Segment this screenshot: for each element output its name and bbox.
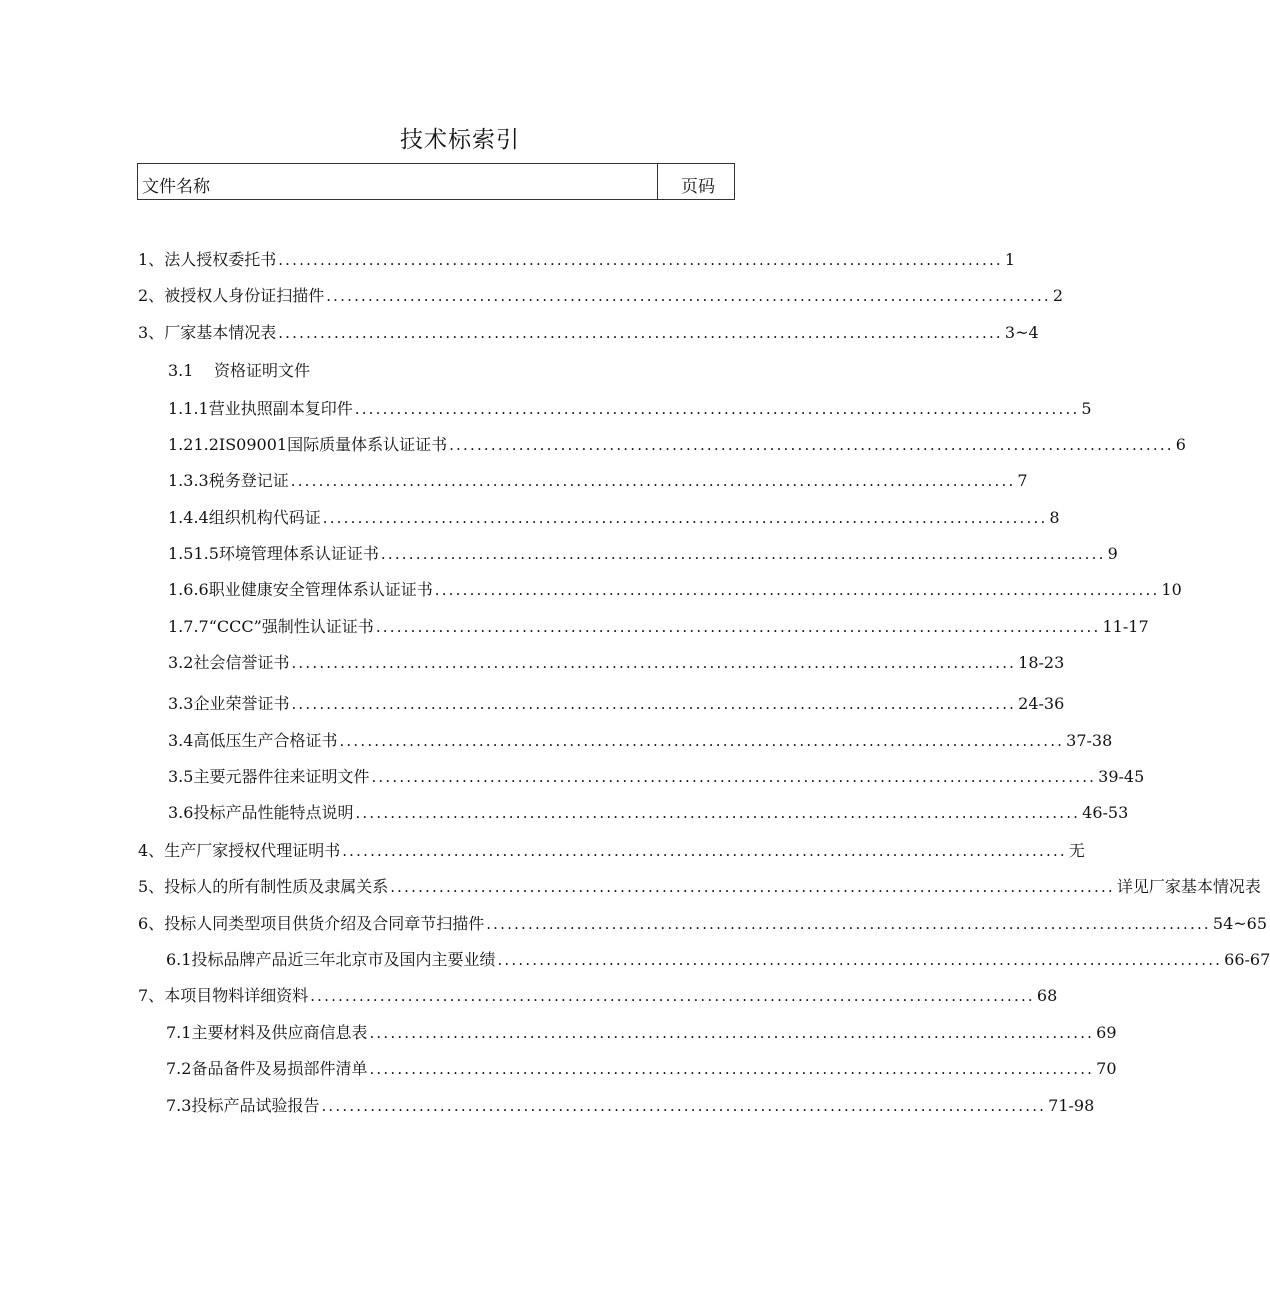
toc-number: 5、	[138, 877, 165, 896]
toc-leader: ........................................................................................................	[326, 287, 1051, 305]
toc-label: 被授权人身份证扫描件	[164, 286, 325, 305]
toc-label: .6职业健康安全管理体系认证证书	[193, 580, 433, 599]
toc-label: .4组织机构代码证	[193, 508, 321, 527]
toc-number: 1.5	[168, 544, 194, 563]
toc-label: 投标人的所有制性质及隶属关系	[164, 877, 389, 896]
toc-page: 详见厂家基本情况表	[1116, 877, 1261, 896]
toc-entry-3-2[interactable]	[168, 650, 1065, 672]
toc-number: 4、	[138, 841, 165, 860]
toc-label: 企业荣誉证书	[193, 694, 290, 713]
toc-page: 9	[1107, 544, 1118, 563]
toc-number: 3.5	[168, 767, 194, 786]
toc-number: 1、	[138, 250, 165, 269]
toc-number: 1.7	[168, 617, 194, 636]
toc-entry-7[interactable]	[138, 983, 1058, 1005]
toc-leader: ........................................................................................................	[291, 695, 1017, 713]
toc-number: 1.3	[168, 471, 194, 490]
toc-label: 厂家基本情况表	[164, 323, 277, 342]
toc-leader: ........................................................................................................	[375, 618, 1101, 636]
toc-number: 7、	[138, 986, 165, 1005]
toc-leader: ........................................................................................................	[390, 878, 1115, 896]
toc-label: 生产厂家授权代理证明书	[164, 841, 341, 860]
toc-entry-1-5[interactable]	[168, 541, 1118, 563]
toc-leader: ........................................................................................................	[291, 654, 1017, 672]
toc-number: 1.4	[168, 508, 194, 527]
toc-number: 3.3	[168, 694, 194, 713]
toc-number: 3.4	[168, 731, 194, 750]
toc-label: 社会信誉证书	[193, 653, 290, 672]
toc-leader: ........................................................................................................	[434, 581, 1160, 599]
toc-leader: ........................................................................................................	[339, 732, 1065, 750]
toc-page: 24-36	[1018, 694, 1065, 713]
toc-entry-1-6[interactable]	[168, 577, 1182, 599]
toc-number: 1.6	[168, 580, 194, 599]
toc-leader: ........................................................................................................	[278, 251, 1003, 269]
toc-page: 5	[1081, 399, 1092, 418]
toc-label: 主要元器件往来证明文件	[193, 767, 370, 786]
toc-leader: ........................................................................................................	[486, 915, 1211, 933]
toc-page: 66-67	[1224, 950, 1270, 969]
toc-leader: ........................................................................................................	[354, 400, 1080, 418]
toc-entry-7-2[interactable]	[166, 1056, 1117, 1078]
toc-label: 1.5环境管理体系认证证书	[193, 544, 379, 563]
toc-entry-6[interactable]	[138, 911, 1268, 933]
toc-label: .1营业执照副本复印件	[193, 399, 353, 418]
toc-label: 投标人同类型项目供货介绍及合同章节扫描件	[164, 914, 485, 933]
toc-number: 1.2	[168, 435, 194, 454]
toc-number: 2、	[138, 286, 165, 305]
toc-entry-7-3[interactable]	[166, 1093, 1095, 1115]
toc-label: 7.1主要材料及供应商信息表	[166, 1023, 368, 1042]
toc-entry-1-2[interactable]	[168, 432, 1186, 454]
toc-leader: ........................................................................................................	[321, 1097, 1047, 1115]
toc-entry-1-7[interactable]	[168, 614, 1149, 636]
toc-page: 70	[1096, 1059, 1117, 1078]
header-page-col: 页码	[681, 177, 715, 197]
toc-leader: ........................................................................................................	[369, 1024, 1095, 1042]
toc-page: 71-98	[1048, 1096, 1095, 1115]
toc-entry-3[interactable]	[138, 320, 1039, 342]
toc-entry-7-1[interactable]	[166, 1020, 1117, 1042]
toc-number: 1.1	[168, 399, 194, 418]
toc-leader: ........................................................................................................	[380, 545, 1106, 563]
toc-page: 68	[1036, 986, 1058, 1005]
toc-entry-2[interactable]	[138, 283, 1064, 305]
toc-label: 资格证明文件	[214, 361, 311, 380]
toc-page: 69	[1096, 1023, 1117, 1042]
toc-label: 7.2备品备件及易损部件清单	[166, 1059, 368, 1078]
toc-label: 7.3投标产品试验报告	[166, 1096, 320, 1115]
toc-number: 3.6	[168, 803, 194, 822]
toc-label: .7“CCC”强制性认证证书	[193, 617, 374, 636]
toc-leader: ........................................................................................................	[278, 324, 1003, 342]
toc-entry-4[interactable]	[138, 838, 1085, 860]
toc-page: 11-17	[1102, 617, 1149, 636]
page-title: 技术标索引	[400, 127, 520, 153]
toc-page: 8	[1049, 508, 1060, 527]
toc-page: 7	[1017, 471, 1028, 490]
toc-entry-1-3[interactable]	[168, 468, 1028, 490]
toc-page: 2	[1052, 286, 1064, 305]
toc-page: 10	[1161, 580, 1182, 599]
toc-entry-1-1[interactable]	[168, 396, 1092, 418]
toc-label: 1.2IS09001国际质量体系认证证书	[193, 435, 448, 454]
toc-label: 高低压生产合格证书	[193, 731, 338, 750]
toc-leader: ........................................................................................................	[369, 1060, 1095, 1078]
toc-leader: ........................................................................................................	[371, 768, 1097, 786]
toc-page: 3~4	[1004, 323, 1039, 342]
toc-entry-3-6[interactable]	[168, 800, 1129, 822]
header-name-col: 文件名称	[142, 177, 210, 197]
toc-entry-3-1[interactable]	[168, 358, 468, 380]
toc-page: 无	[1068, 841, 1085, 860]
header-divider	[657, 164, 658, 199]
toc-leader: ........................................................................................................	[322, 509, 1048, 527]
index-header-table	[137, 163, 735, 200]
toc-number: 6、	[138, 914, 165, 933]
toc-leader: ........................................................................................................	[290, 472, 1016, 490]
toc-page: 1	[1004, 250, 1016, 269]
toc-number: 3.1	[168, 361, 194, 380]
toc-label: 法人授权委托书	[164, 250, 277, 269]
toc-entry-3-4[interactable]	[168, 728, 1113, 750]
toc-page: 37-38	[1066, 731, 1113, 750]
toc-entry-3-3[interactable]	[168, 691, 1065, 713]
toc-page: 54~65	[1212, 914, 1268, 933]
toc-label: 投标产品性能特点说明	[193, 803, 354, 822]
toc-leader: ........................................................................................................	[310, 987, 1035, 1005]
toc-number: 3、	[138, 323, 165, 342]
toc-page: 6	[1175, 435, 1186, 454]
toc-page: 46-53	[1082, 803, 1129, 822]
toc-page: 39-45	[1098, 767, 1145, 786]
toc-page: 18-23	[1018, 653, 1065, 672]
toc-entry-5[interactable]	[138, 874, 1261, 896]
toc-label: .3税务登记证	[193, 471, 289, 490]
toc-leader: ........................................................................................................	[497, 951, 1223, 969]
toc-entry-1-4[interactable]	[168, 505, 1060, 527]
toc-entry-6-1[interactable]	[166, 947, 1270, 969]
toc-entry-1[interactable]	[138, 247, 1016, 269]
toc-label: 本项目物料详细资料	[164, 986, 309, 1005]
toc-entry-3-5[interactable]	[168, 764, 1145, 786]
toc-leader: ........................................................................................................	[449, 436, 1174, 454]
toc-label: 6.1投标品牌产品近三年北京市及国内主要业绩	[166, 950, 496, 969]
toc-number: 3.2	[168, 653, 194, 672]
toc-leader: ........................................................................................................	[342, 842, 1067, 860]
toc-leader: ........................................................................................................	[355, 804, 1081, 822]
